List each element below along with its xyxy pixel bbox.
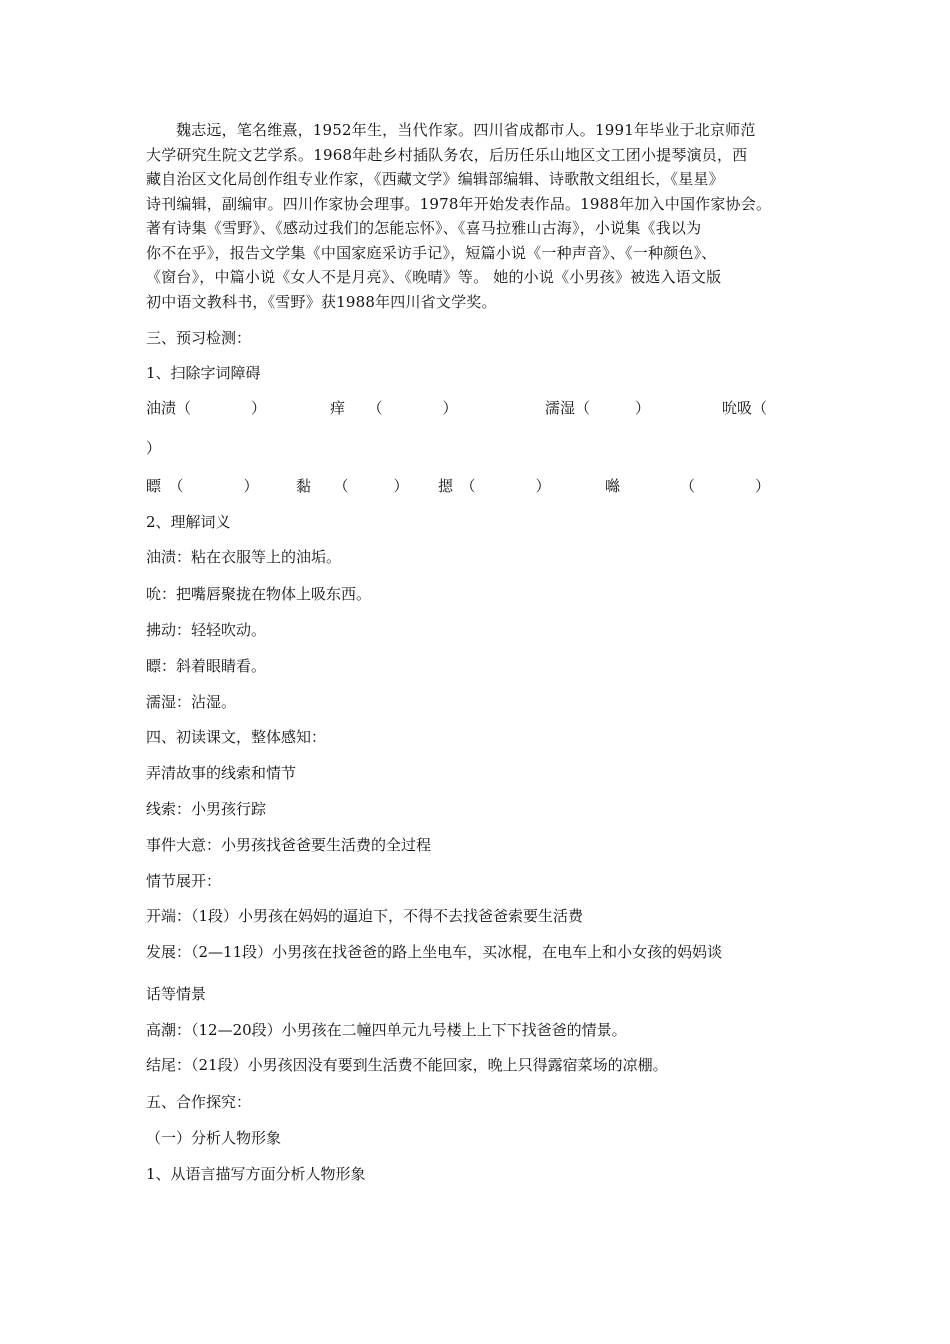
bio-line: 大学研究生院文艺学系。1968年赴乡村插队务农，后历任乐山地区文工团小提琴演员，西	[146, 145, 748, 164]
bio-line: 魏志远，笔名维熹，1952年生，当代作家。四川省成都市人。1991年毕业于北京师范	[176, 121, 756, 139]
bio-line: 诗刊编辑，副编审。四川作家协会理事。1978年开始发表作品。1988年加入中国作家协会。	[146, 194, 772, 213]
vocab-item: 油渍（ ）	[146, 399, 267, 417]
bio-line: 藏自治区文化局创作组专业作家，《西藏文学》编辑部编辑、诗歌散文组组长，《星星》	[146, 170, 724, 188]
bio-line: 著有诗集《雪野》、《感动过我们的怎能忘怀》、《喜马拉雅山古海》，小说集《我以为	[146, 219, 702, 237]
subsection-heading: （一）分析人物形象	[146, 1129, 282, 1147]
text-line: 事件大意：小男孩找爸爸要生活费的全过程	[146, 836, 432, 854]
definition-line: 吮：把嘴唇聚拢在物体上吸东西。	[146, 585, 372, 603]
question-heading: 1、从语言描写方面分析人物形象	[146, 1165, 366, 1183]
definition-line: 油渍：粘在衣服等上的油垢。	[146, 548, 342, 566]
vocab-item: 吮吸（	[722, 399, 768, 417]
plot-line: 高潮：（12—20段）小男孩在二幢四单元九号楼上上下下找爸爸的情景。	[146, 1021, 627, 1039]
vocab-item: 噝	[605, 477, 621, 495]
section-heading: 五、合作探究：	[146, 1093, 252, 1111]
question-heading: 2、理解词义	[146, 513, 231, 531]
plot-line: 话等情景	[146, 985, 207, 1003]
definition-line: 拂动：轻轻吹动。	[146, 621, 267, 639]
vocab-item: 摁 （ ）	[438, 477, 551, 495]
bio-line: 《窗台》，中篇小说《女人不是月亮》、《晚晴》等。 她的小说《小男孩》被选入语文版	[146, 268, 722, 286]
text-line: 弄清故事的线索和情节	[146, 764, 297, 782]
vocab-item: 痒 （ ）	[330, 399, 458, 417]
text-line: 情节展开：	[146, 872, 222, 890]
question-heading: 1、扫除字词障碍	[146, 364, 261, 382]
section-heading: 四、初读课文，整体感知：	[146, 728, 327, 746]
section-heading: 三、预习检测：	[146, 329, 252, 347]
vocab-item: 黏 （ ）	[296, 477, 409, 495]
vocab-item: 瞟 （ ）	[146, 477, 259, 495]
plot-line: 发展：（2—11段）小男孩在找爸爸的路上坐电车，买冰棍，在电车上和小女孩的妈妈谈	[146, 943, 723, 961]
definition-line: 瞟：斜着眼睛看。	[146, 657, 267, 675]
vocab-item-close: ）	[146, 439, 162, 457]
bio-line: 你不在乎》，报告文学集《中国家庭采访手记》，短篇小说《一种声音》、《一种颜色》、	[146, 243, 717, 262]
plot-line: 结尾：（21段）小男孩因没有要到生活费不能回家，晚上只得露宿菜场的凉棚。	[146, 1056, 668, 1074]
text-line: 线索：小男孩行踪	[146, 800, 267, 818]
definition-line: 濡湿：沾湿。	[146, 693, 237, 711]
vocab-item: （ ）	[680, 477, 771, 495]
vocab-item: 濡湿（ ）	[545, 399, 651, 417]
author-bio-paragraph	[146, 118, 814, 314]
plot-line: 开端：（1段）小男孩在妈妈的逼迫下，不得不去找爸爸索要生活费	[146, 907, 584, 925]
bio-line: 初中语文教科书，《雪野》获1988年四川省文学奖。	[146, 292, 497, 311]
